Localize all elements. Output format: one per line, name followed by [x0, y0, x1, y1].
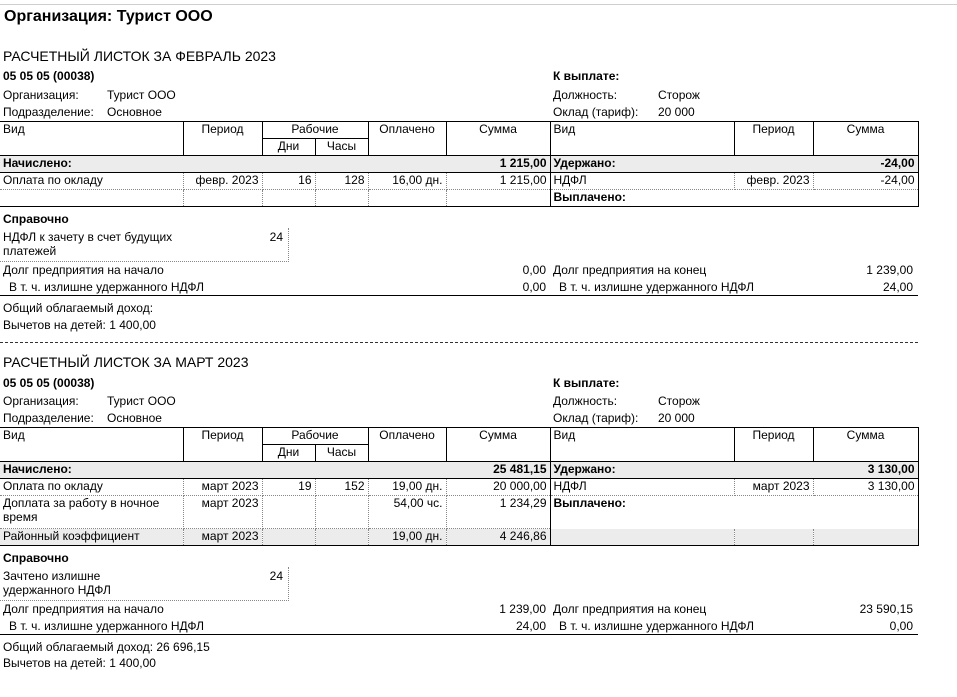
- accrual-sum: 20 000,00: [446, 479, 550, 496]
- excess-start-value: 0,00: [522, 280, 546, 294]
- empty-cell: [734, 529, 813, 546]
- debt-end-label: Долг предприятия на конец: [553, 263, 707, 277]
- excess-end-label: В т. ч. излишне удержанного НДФЛ: [559, 619, 754, 633]
- accrual-days: 19: [262, 479, 315, 496]
- col-vid-header-right: Вид: [550, 428, 734, 462]
- organization-title: Организация: Турист ООО: [4, 8, 213, 25]
- org-value: Турист ООО: [107, 394, 176, 408]
- col-days-header: Дни: [262, 139, 315, 156]
- empty-cell: [813, 529, 918, 546]
- org-value: Турист ООО: [107, 88, 176, 102]
- withheld-total: 3 130,00: [813, 462, 918, 479]
- division-label: Подразделение:: [3, 411, 94, 425]
- taxable-income: Общий облагаемый доход:: [3, 301, 154, 315]
- payslip-table: [0, 427, 919, 546]
- position-value: Сторож: [658, 394, 700, 408]
- debt-start-value: 1 239,00: [499, 602, 546, 616]
- withheld-label: Удержано:: [550, 462, 813, 479]
- col-period-header-right: Период: [734, 122, 813, 156]
- debt-start-label: Долг предприятия на начало: [3, 263, 164, 277]
- debt-start-label: Долг предприятия на начало: [3, 602, 164, 616]
- col-paid-header: Оплачено: [368, 122, 446, 156]
- empty-cell: [262, 496, 315, 529]
- top-divider: [0, 4, 957, 5]
- col-sum-header: Сумма: [446, 428, 550, 462]
- excess-end-value: 0,00: [889, 619, 913, 633]
- accrual-period: март 2023: [183, 479, 262, 496]
- accrual-period: март 2023: [183, 529, 262, 546]
- col-period-header: Период: [183, 428, 262, 462]
- debt-end-value: 1 239,00: [866, 263, 913, 277]
- withholding-period: февр. 2023: [734, 173, 813, 190]
- col-sum-header-right: Сумма: [813, 428, 918, 462]
- empty-cell: [262, 190, 315, 207]
- empty-cell: [813, 496, 918, 529]
- org-label: Организация:: [3, 394, 79, 408]
- withheld-total: -24,00: [813, 156, 918, 173]
- empty-cell: [262, 529, 315, 546]
- col-paid-header: Оплачено: [368, 428, 446, 462]
- col-work-header: Рабочие: [262, 122, 368, 139]
- empty-cell: [813, 190, 918, 207]
- employee-id: 05 05 05 (00038): [3, 376, 95, 390]
- empty-cell: [183, 190, 262, 207]
- col-vid-header-right: Вид: [550, 122, 734, 156]
- reference-label: Справочно: [3, 212, 69, 226]
- reference-value: 24: [269, 230, 283, 244]
- accrued-total: 1 215,00: [446, 156, 550, 173]
- accrued-label: Начислено:: [0, 462, 446, 479]
- child-deductions: Вычетов на детей: 1 400,00: [3, 318, 156, 332]
- division-label: Подразделение:: [3, 105, 94, 119]
- withholding-name: НДФЛ: [550, 479, 734, 496]
- excess-end-value: 24,00: [882, 280, 913, 294]
- payslip-table: [0, 121, 919, 207]
- accrual-paid: 19,00 дн.: [368, 529, 446, 546]
- division-value: Основное: [107, 105, 162, 119]
- excess-end-label: В т. ч. излишне удержанного НДФЛ: [559, 280, 754, 294]
- accrual-name: Районный коэффициент: [0, 529, 183, 546]
- withholding-name: НДФЛ: [550, 173, 734, 190]
- divider: [0, 634, 918, 635]
- excess-start-label: В т. ч. излишне удержанного НДФЛ: [9, 619, 204, 633]
- reference-box: [0, 567, 289, 601]
- divider: [0, 295, 918, 296]
- accrued-total: 25 481,15: [446, 462, 550, 479]
- salary-value: 20 000: [658, 105, 695, 119]
- col-hours-header: Часы: [315, 445, 368, 462]
- col-hours-header: Часы: [315, 139, 368, 156]
- child-deductions: Вычетов на детей: 1 400,00: [3, 656, 156, 670]
- accrual-paid: 54,00 чс.: [368, 496, 446, 529]
- empty-cell: [0, 190, 183, 207]
- empty-cell: [315, 190, 368, 207]
- accrual-period: февр. 2023: [183, 173, 262, 190]
- position-label: Должность:: [553, 88, 618, 102]
- accrual-hours: 152: [315, 479, 368, 496]
- withholding-sum: 3 130,00: [813, 479, 918, 496]
- salary-label: Оклад (тариф):: [553, 411, 639, 425]
- accrual-sum: 1 234,29: [446, 496, 550, 529]
- excess-start-value: 24,00: [515, 619, 546, 633]
- accrual-hours: 128: [315, 173, 368, 190]
- accrual-name: Оплата по окладу: [0, 479, 183, 496]
- empty-cell: [550, 529, 734, 546]
- withholding-sum: -24,00: [813, 173, 918, 190]
- empty-cell: [315, 496, 368, 529]
- withholding-period: март 2023: [734, 479, 813, 496]
- paid-out-label: Выплачено:: [550, 190, 813, 207]
- accrual-period: март 2023: [183, 496, 262, 529]
- to-pay-label: К выплате:: [553, 376, 620, 390]
- accrual-paid: 16,00 дн.: [368, 173, 446, 190]
- division-value: Основное: [107, 411, 162, 425]
- accrual-days: 16: [262, 173, 315, 190]
- position-value: Сторож: [658, 88, 700, 102]
- empty-cell: [315, 529, 368, 546]
- taxable-income: Общий облагаемый доход: 26 696,15: [3, 640, 210, 654]
- debt-end-label: Долг предприятия на конец: [553, 602, 707, 616]
- position-label: Должность:: [553, 394, 618, 408]
- salary-value: 20 000: [658, 411, 695, 425]
- reference-box: [0, 228, 289, 262]
- to-pay-label: К выплате:: [553, 69, 620, 83]
- accrual-name: Оплата по окладу: [0, 173, 183, 190]
- empty-cell: [368, 190, 446, 207]
- payslip-separator: [0, 342, 918, 343]
- col-work-header: Рабочие: [262, 428, 368, 445]
- accrual-sum: 4 246,86: [446, 529, 550, 546]
- paid-out-label: Выплачено:: [553, 496, 626, 510]
- col-sum-header-right: Сумма: [813, 122, 918, 156]
- withheld-label: Удержано:: [550, 156, 813, 173]
- col-vid-header: Вид: [0, 122, 183, 156]
- col-period-header-right: Период: [734, 428, 813, 462]
- debt-end-value: 23 590,15: [859, 602, 913, 616]
- accrual-name: Доплата за работу в ночное время: [0, 496, 183, 529]
- accrued-label: Начислено:: [0, 156, 446, 173]
- salary-label: Оклад (тариф):: [553, 105, 639, 119]
- reference-label: Справочно: [3, 551, 69, 565]
- reference-value: 24: [269, 569, 283, 583]
- payslip-title: РАСЧЕТНЫЙ ЛИСТОК ЗА МАРТ 2023: [3, 354, 249, 370]
- employee-id: 05 05 05 (00038): [3, 69, 95, 83]
- accrual-sum: 1 215,00: [446, 173, 550, 190]
- col-vid-header: Вид: [0, 428, 183, 462]
- col-sum-header: Сумма: [446, 122, 550, 156]
- org-label: Организация:: [3, 88, 79, 102]
- reference-item: Зачтено излишне удержанного НДФЛ: [3, 569, 111, 597]
- col-days-header: Дни: [262, 445, 315, 462]
- excess-start-label: В т. ч. излишне удержанного НДФЛ: [9, 280, 204, 294]
- empty-cell: [446, 190, 550, 207]
- debt-start-value: 0,00: [522, 263, 546, 277]
- col-period-header: Период: [183, 122, 262, 156]
- accrual-paid: 19,00 дн.: [368, 479, 446, 496]
- payslip-title: РАСЧЕТНЫЙ ЛИСТОК ЗА ФЕВРАЛЬ 2023: [3, 48, 276, 64]
- reference-item: НДФЛ к зачету в счет будущих платежей: [3, 230, 173, 258]
